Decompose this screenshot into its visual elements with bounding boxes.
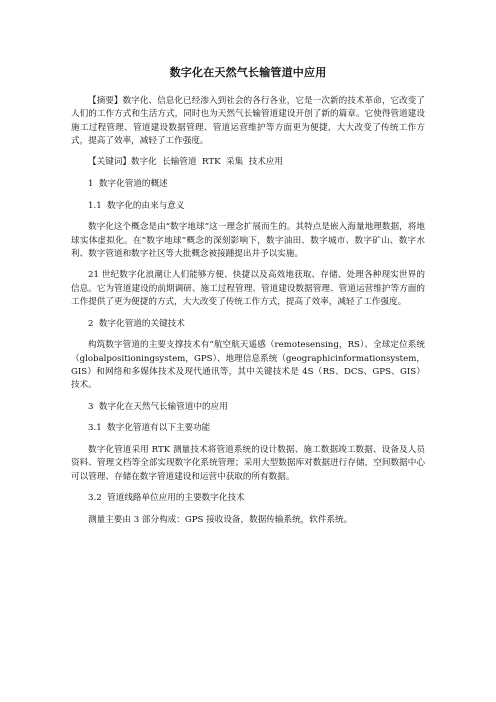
section-heading-2: 2 数字化管道的关键技术 <box>88 318 185 329</box>
section-heading-1: 1 数字化管道的概述 <box>88 179 168 190</box>
subsection-heading-3-2: 3.2 管道线路单位应用的主要数字化技术 <box>88 493 245 504</box>
body-paragraph-3: 构筑数字管道的主要支撑技术有“航空航天遥感（remotesensing，RS）、全球定位系统（globalpositioningsystem，GPS）、地理信息系统（geographicinformationsystem，GIS）和网络和多媒体技术及现代通讯等，其中关键技术是 4S（RS、DCS、GPS、GIS）技术。 <box>71 340 425 391</box>
document-body <box>71 95 425 535</box>
subsection-heading-1-1: 1.1 数字化的由来与意义 <box>88 200 185 211</box>
body-paragraph-1: 数字化这个概念是由“数字地球”这一理念扩展而生的。其特点是嵌入海量地理数据，将地球实体虚拟化。在“数字地球”概念的深刻影响下，数字油田、数字城市、数字矿山、数字水利、数字管道和数字社区等大批概念被接踵提出并予以实施。 <box>71 222 425 259</box>
body-paragraph-5: 测量主要由 3 部分构成：GPS 接收设备，数据传输系统，软件系统。 <box>88 514 353 525</box>
body-paragraph-2: 21 世纪数字化浪潮让人们能够方便、快捷以及高效地获取、存储、处理各种现实世界的信息。它为管道建设的前期调研、施工过程管理、管道建设数据管理、管道运营维护等方面的工作提供了更为便捷的方式，大大改变了传统工作方式，提高了效率，减轻了工作强度。 <box>71 270 425 308</box>
section-heading-3: 3 数字化在天然气长输管道中的应用 <box>88 401 228 412</box>
body-paragraph-4: 数字化管道采用 RTK 测量技术将管道系统的设计数据、施工数据竣工数据、设备及人员资料、管理文档等全部实现数字化系统管理；采用大型数据库对数据进行存储，空间数据中心可以管理、存储在数字管道建设和运营中获取的所有数据。 <box>71 444 425 482</box>
subsection-heading-3-1: 3.1 数字化管道有以下主要功能 <box>88 423 211 434</box>
abstract-paragraph: 【摘要】数字化、信息化已经渗入到社会的各行各业，它是一次新的技术革命，它改变了人们的工作方式和生活方式，同时也为天然气长输管道建设开创了新的篇章。它使得管道建设施工过程管理、管道建设数据管理、管道运营维护等方面更为便捷，大大改变了传统工作方式，提高了效率，减轻了工作强度。 <box>71 96 425 146</box>
keywords-line: 【关键词】数字化 长输管道 RTK 采集 技术应用 <box>88 157 284 168</box>
document-title: 数字化在天然气长输管道中应用 <box>169 66 327 79</box>
